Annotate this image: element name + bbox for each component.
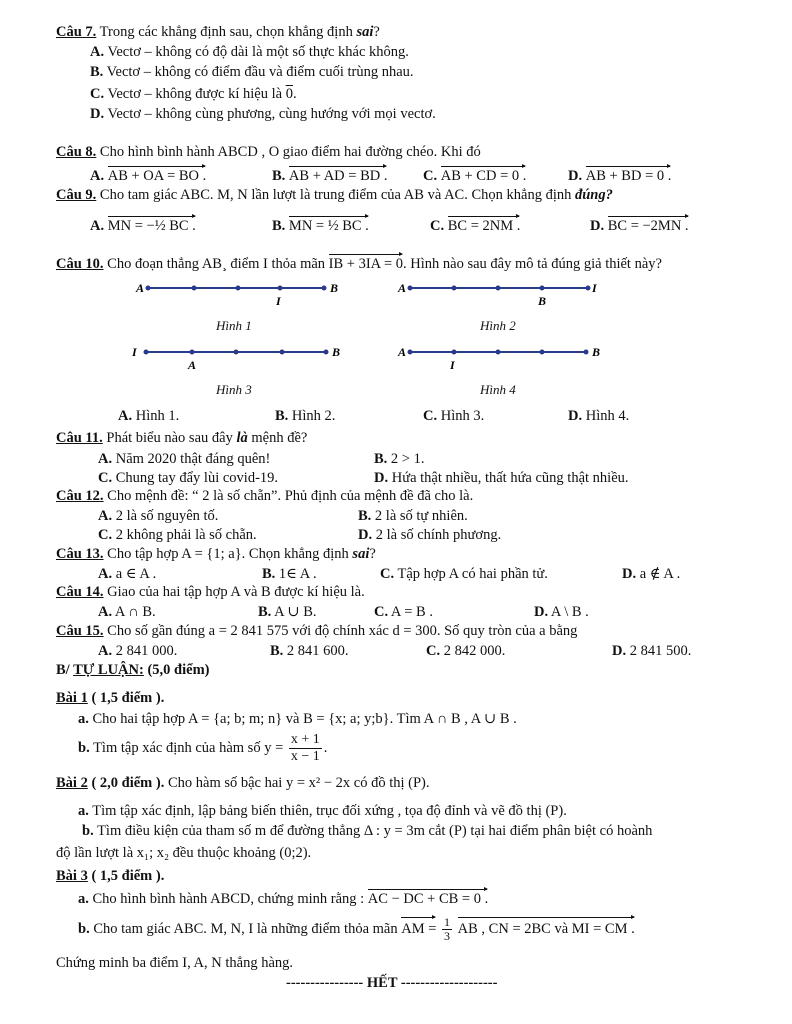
point-label: A	[136, 281, 145, 295]
q12-option-c[interactable]: C. 2 không phải là số chẵn.	[98, 527, 257, 543]
figure-3	[128, 342, 348, 377]
point-label: I	[450, 358, 455, 372]
q11-option-b[interactable]: B. 2 > 1.	[374, 451, 425, 467]
vector-expression: AB + OA = BO .	[107, 168, 207, 184]
q9-option-d[interactable]: D. BC = −2MN .	[590, 218, 689, 234]
q7-option-a[interactable]: A. Vectơ – không có độ dài là một số thực khác không.	[90, 44, 409, 60]
q14-option-a[interactable]: A. A ∩ B.	[98, 604, 156, 620]
figure-2-caption: Hình 2	[480, 318, 516, 333]
segment-diagram	[396, 342, 606, 372]
point-label: B	[330, 281, 339, 295]
q8-option-d[interactable]: D. AB + BD = 0 .	[568, 168, 672, 184]
q13-option-c[interactable]: C. Tập hợp A có hai phần tử.	[380, 566, 548, 582]
point-label: A	[398, 281, 407, 295]
vector-expression: BC = 2NM .	[447, 218, 521, 234]
figure-1	[134, 278, 344, 313]
q12-option-d[interactable]: D. 2 là số chính phương.	[358, 527, 502, 543]
q15-option-a[interactable]: A. 2 841 000.	[98, 643, 178, 659]
point-label: B	[538, 294, 547, 308]
fraction: $\frac{x + 1}{x - 1}$	[290, 732, 320, 764]
bai3-part-a: a. Cho hình bình hành ABCD, chứng minh rằng : AC − DC + CB = 0 .	[78, 891, 489, 907]
q10-option-a[interactable]: A. Hình 1.	[118, 408, 180, 424]
bai2-part-b-cont: độ lần lượt là x₁; x₂ đều thuộc khoảng (0;2).	[56, 845, 312, 861]
q13-stem: Câu 13. Cho tập hợp A = {1; a}. Chọn khẳng định sai?	[56, 546, 376, 562]
q9-option-a[interactable]: A. MN = −½ BC .	[90, 218, 196, 234]
q10-option-d[interactable]: D. Hình 4.	[568, 408, 630, 424]
point-label: B	[592, 345, 601, 359]
vector-expression: AM =	[401, 917, 436, 939]
q12-stem: Câu 12. Cho mệnh đề: “ 2 là số chẵn”. Phủ định của mệnh đề đã cho là.	[56, 488, 474, 504]
fraction: $\frac{1}{3}$	[444, 915, 451, 943]
q7-option-b[interactable]: B. Vectơ – không có điểm đầu và điểm cuối trùng nhau.	[90, 64, 414, 80]
q13-option-a[interactable]: A. a ∈ A .	[98, 566, 157, 582]
q15-option-d[interactable]: D. 2 841 500.	[612, 643, 692, 659]
segment-diagram	[134, 278, 344, 308]
q11-stem: Câu 11. Phát biểu nào sau đây là mệnh đề?	[56, 430, 308, 446]
point-label: I	[276, 294, 281, 308]
q15-option-c[interactable]: C. 2 842 000.	[426, 643, 506, 659]
q8-option-a[interactable]: A. AB + OA = BO .	[90, 168, 207, 184]
end-marker: ---------------- HẾT --------------------	[286, 975, 498, 991]
figure-4	[396, 342, 606, 377]
point-label: A	[188, 358, 197, 372]
q11-option-c[interactable]: C. Chung tay đẩy lùi covid-19.	[98, 470, 279, 486]
q11-option-a[interactable]: A. Năm 2020 thật đáng quên!	[98, 451, 271, 467]
figure-3-caption: Hình 3	[216, 382, 252, 397]
bai3-conclusion: Chứng minh ba điểm I, A, N thẳng hàng.	[56, 955, 294, 971]
q8-option-b[interactable]: B. AB + AD = BD .	[272, 168, 388, 184]
q14-option-c[interactable]: C. A = B .	[374, 604, 433, 620]
q13-option-d[interactable]: D. a ∉ A .	[622, 566, 681, 582]
q11-option-d[interactable]: D. Hứa thật nhiều, thất hứa cũng thật nhiều.	[374, 470, 629, 486]
vector-expression: AB , CN = 2BC và MI = CM .	[458, 917, 635, 939]
q10-option-b[interactable]: B. Hình 2.	[275, 408, 336, 424]
figure-4-caption: Hình 4	[480, 382, 516, 397]
point-label: B	[332, 345, 341, 359]
vector-expression: AB + BD = 0 .	[585, 168, 672, 184]
q7-option-d[interactable]: D. Vectơ – không cùng phương, cùng hướng với mọi vectơ.	[90, 106, 436, 122]
bai1-heading: Bài 1 ( 1,5 điểm ).	[56, 690, 165, 706]
vector-expression: MN = ½ BC .	[288, 218, 369, 234]
q8-stem: Câu 8. Cho hình bình hành ABCD , O giao điểm hai đường chéo. Khi đó	[56, 144, 481, 160]
vector-expression: AB + AD = BD .	[288, 168, 388, 184]
q8-option-c[interactable]: C. AB + CD = 0 .	[423, 168, 527, 184]
vector-expression: IB + 3IA = 0	[328, 256, 404, 272]
point-label: I	[132, 345, 137, 359]
bai3-heading: Bài 3 ( 1,5 điểm ).	[56, 868, 165, 884]
point-label: I	[592, 281, 597, 295]
point-label: A	[398, 345, 407, 359]
q7-stem: Câu 7. Trong các khẳng định sau, chọn khẳng định sai?	[56, 24, 380, 40]
q15-option-b[interactable]: B. 2 841 600.	[270, 643, 349, 659]
segment-diagram	[128, 342, 348, 372]
section-heading: B/ TỰ LUẬN: (5,0 điểm)	[56, 662, 210, 678]
q14-option-b[interactable]: B. A ∪ B.	[258, 604, 317, 620]
q7-option-c[interactable]: C. Vectơ – không được kí hiệu là 0.	[90, 86, 297, 102]
figure-1-caption: Hình 1	[216, 318, 252, 333]
q10-stem: Câu 10. Cho đoạn thẳng AB¸ điểm I thỏa mãn IB + 3IA = 0. Hình nào sau đây mô tả đúng giả thiết này?	[56, 256, 662, 272]
q14-option-d[interactable]: D. A \ B .	[534, 604, 589, 620]
vector-expression: AB + CD = 0 .	[440, 168, 527, 184]
vector-expression: BC = −2MN .	[607, 218, 689, 234]
bai1-part-a: a. Cho hai tập hợp A = {a; b; m; n} và B = {x; a; y;b}. Tìm A ∩ B , A ∪ B .	[78, 711, 517, 727]
q9-option-c[interactable]: C. BC = 2NM .	[430, 218, 521, 234]
q9-stem: Câu 9. Cho tam giác ABC. M, N lần lượt là trung điểm của AB và AC. Chọn khẳng định đúng?	[56, 187, 613, 203]
vector-expression: AC − DC + CB = 0 .	[367, 891, 489, 907]
bai2-heading: Bài 2 ( 2,0 điểm ). Cho hàm số bậc hai y = x² − 2x có đồ thị (P).	[56, 775, 430, 791]
q12-option-b[interactable]: B. 2 là số tự nhiên.	[358, 508, 468, 524]
q13-option-b[interactable]: B. 1∈ A .	[262, 566, 317, 582]
q9-option-b[interactable]: B. MN = ½ BC .	[272, 218, 369, 234]
bai1-part-b: b. Tìm tập xác định của hàm số y = $\frac{x + 1}{x - 1}$ .	[78, 732, 328, 764]
q12-option-a[interactable]: A. 2 là số nguyên tố.	[98, 508, 219, 524]
bai2-part-b: b. Tìm điều kiện của tham số m để đường thẳng Δ : y = 3m cắt (P) tại hai điểm phân biệt có hoành	[82, 823, 653, 839]
figure-2	[396, 278, 606, 313]
vector-expression: MN = −½ BC .	[107, 218, 196, 234]
q15-stem: Câu 15. Cho số gần đúng a = 2 841 575 với độ chính xác d = 300. Số quy tròn của a bằng	[56, 623, 578, 639]
segment-diagram	[396, 278, 606, 308]
bai3-part-b: b. Cho tam giác ABC. M, N, I là những điểm thỏa mãn AM = $\frac{1}{3}$ AB , CN = 2BC và MI = CM .	[78, 915, 635, 943]
bai2-part-a: a. Tìm tập xác định, lập bảng biến thiên, trục đối xứng , tọa độ đỉnh và vẽ đồ thị (P).	[78, 803, 567, 819]
q10-option-c[interactable]: C. Hình 3.	[423, 408, 485, 424]
q14-stem: Câu 14. Giao của hai tập hợp A và B được kí hiệu là.	[56, 584, 365, 600]
